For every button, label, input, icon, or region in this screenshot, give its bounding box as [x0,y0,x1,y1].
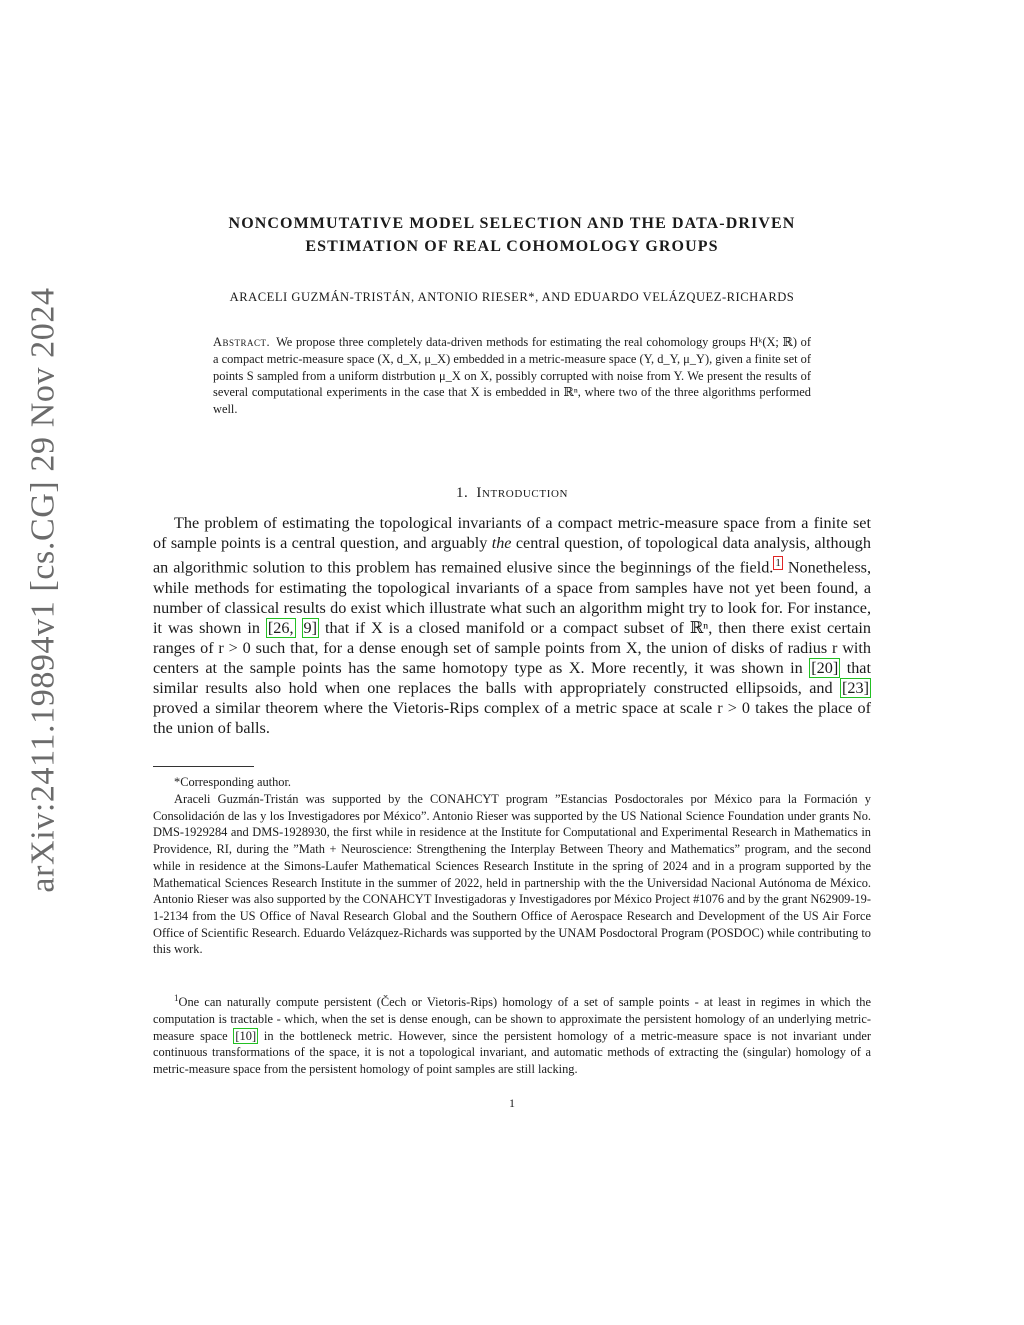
footnote-corresponding: *Corresponding author. [174,775,292,789]
intro-text-5: that similar results also hold when one replaces the balls with appropriately constructed ellipsoids, and [153,659,871,698]
citation-link-23[interactable]: [23] [842,679,869,698]
paper-title [150,212,874,258]
footnote-1 [153,990,871,1078]
footnote-1-text-a: One can naturally compute persistent (Čech or Vietoris-Rips) homology of a set of sample points - at least in regimes in which the computation is tractable - which, when the set is dense enough, can be shown to approximate the persistent homology of an underlying metric-measure space [153,995,871,1043]
arxiv-identifier: arXiv:2411.19894v1 [cs.CG] 29 Nov 2024 [25,287,62,893]
citation-link-20[interactable]: [20] [811,659,839,678]
footnote-link-1[interactable]: 1 [775,557,781,570]
intro-text-6: proved a similar theorem where the Vietoris-Rips complex of a metric space at scale r > 0 takes the place of the union of balls. [153,699,871,738]
intro-text-4: that if X is a closed manifold or a compact subset of ℝⁿ, then there exist certain ranges of r > 0 such that, for a dense enough set of sample points from X, the union of disks of radius r with centers at the sample points has the same homotopy type as X. More recently, it was shown in [153,618,872,678]
footnote-1-mark: 1 [174,993,179,1003]
intro-text-3: Nonetheless, while methods for estimating the topological invariants of a space from samples have not yet been found, a number of classical results do exist which illustrate what such an algorithm might try to look for. For instance, it was shown in [153,558,871,637]
intro-text-2: central question, of topological data analysis, although an algorithmic solution to this problem has remained elusive since the beginnings of the field. [153,534,871,577]
footnote-funding: Araceli Guzmán-Tristán was supported by the CONAHCYT program ”Estancias Posdoctorales por México para la Formación y Consolidación de las y los Investigadores por México”. Antonio Rieser was supported by the US National Science Foundation under grants No. DMS-1929284 and DMS-1928930, the first while in residence at the Institute for Computational and Experimental Research in Mathematics in Providence, RI, during the ”Math + Neuroscience: Strengthening the Interplay Between Theory and Mathematics” program, and the second while in residence at the Simons-Laufer Mathematical Sciences Research Institute in the spring of 2024 and in a program supported by the Mathematical Sciences Research Institute in the summer of 2022, held in partnership with the the Universidad Nacional Autónoma de México. Antonio Rieser was also supported by the CONAHCYT Investigadoras y Investigadores por México Project #1076 and by the grant N62909-19-1-2134 from the US Office of Naval Research Global and the Southern Office of Aerospace Research and Development of the US Air Force Office of Scientific Research. Eduardo Velázquez-Richards was supported by the UNAM Posdoctoral Program (POSDOC) while contributing to this work. [153,792,871,957]
arxiv-sidebar-stamp [22,240,66,940]
citation-link-26[interactable]: [26, [267,618,294,637]
title-line-1: NONCOMMUTATIVE MODEL SELECTION AND THE DATA-DRIVEN [228,215,796,232]
intro-paragraph [153,513,871,738]
citation-link-10[interactable]: [10] [235,1028,257,1043]
author-list: ARACELI GUZMÁN-TRISTÁN, ANTONIO RIESER*, AND EDUARDO VELÁZQUEZ-RICHARDS [229,290,795,304]
intro-text-1: The problem of estimating the topological invariants of a compact metric-measure space from a finite set of sample points is a central question, and arguably [153,514,871,553]
abstract [213,334,811,418]
section-heading [150,485,874,502]
abstract-label: Abstract. [213,335,271,349]
citation-link-9[interactable]: 9] [303,618,318,637]
footnote-separator [153,766,254,767]
section-number: 1. [455,485,469,501]
title-line-2: ESTIMATION OF REAL COHOMOLOGY GROUPS [305,238,719,255]
intro-emphasis: the [491,534,512,553]
page-number: 1 [509,1096,515,1110]
abstract-text: We propose three completely data-driven methods for estimating the real cohomology groups Hᵏ(X; ℝ) of a compact metric-measure space (X, d_X, μ_X) embedded in a metric-measure space (Y, d_Y, μ_Y), given a finite set of points S sampled from a uniform distrbution μ_X on X, possibly corrupted with noise from Y. We present the results of several computational experiments in the case that X is embedded in ℝⁿ, where two of the three algorithms performed well. [213,335,811,417]
section-title: Introduction [476,485,569,501]
footnote-1-text-b: in the bottleneck metric. However, since the persistent homology of a metric-measure space is not invariant under continuous transformations of the space, it is not a topological invariant, and automatic methods of extracting the (singular) homology of a metric-measure space from the persistent homology of point samples are still lacking. [153,1028,871,1076]
